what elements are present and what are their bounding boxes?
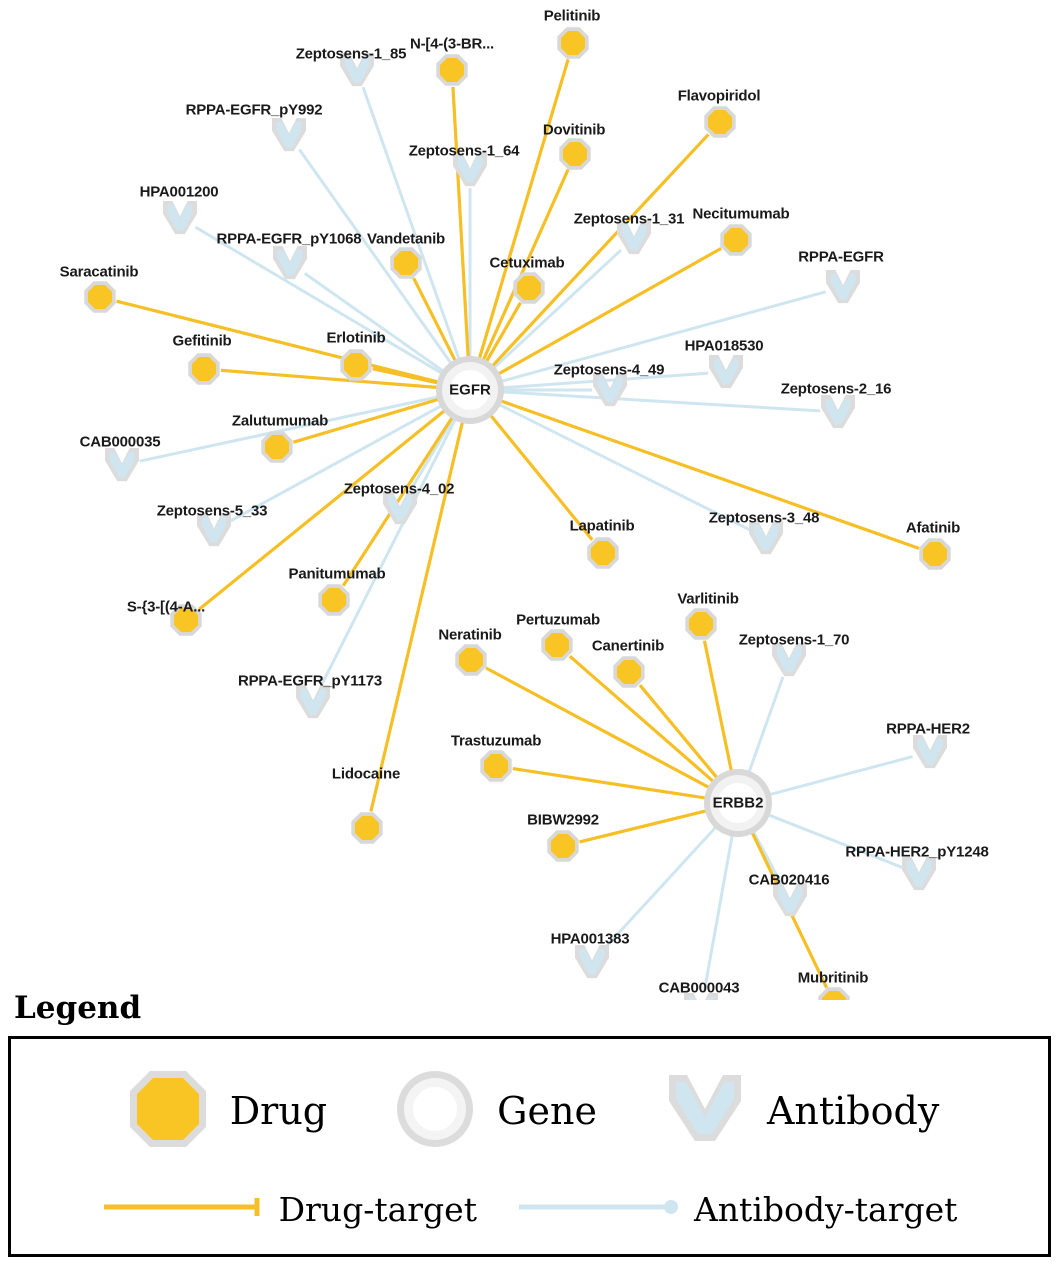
antibody-target-edge [305, 273, 446, 372]
drug-node[interactable] [557, 27, 588, 58]
antibody-label: RPPA-HER2_pY1248 [845, 843, 989, 861]
antibody-label: RPPA-EGFR_pY1068 [216, 230, 362, 248]
legend-label-gene: Gene [497, 1089, 597, 1133]
drug-node[interactable] [704, 106, 735, 137]
antibody-node[interactable] [826, 270, 860, 303]
drug-target-edge [704, 641, 731, 774]
drug-label: Necitumumab [692, 205, 790, 223]
antibody-node-icon [657, 1061, 753, 1162]
antibody-node[interactable] [902, 857, 936, 890]
drug-label: Saracatinib [59, 263, 139, 281]
drug-label: Afatinib [905, 519, 961, 537]
gene-label: EGFR [449, 381, 491, 399]
drug-node[interactable] [340, 349, 371, 380]
legend-item-antibody [657, 1061, 939, 1162]
legend-box [8, 1036, 1051, 1257]
drug-target-edge [116, 301, 440, 383]
legend-item-drug [120, 1061, 327, 1162]
drug-label: Canertinib [591, 637, 665, 655]
drug-label: Vandetanib [366, 230, 446, 248]
antibody-target-edge [748, 677, 783, 775]
legend-label-drug-target: Drug-target [278, 1189, 477, 1229]
drug-node[interactable] [455, 644, 486, 675]
drug-label: Lapatinib [569, 517, 635, 535]
antibody-label: Zeptosens-4_49 [553, 361, 665, 379]
drug-node[interactable] [261, 431, 292, 462]
antibody-node[interactable] [575, 945, 609, 978]
drug-label: Pelitinib [543, 7, 601, 25]
drug-node[interactable] [188, 353, 219, 384]
drug-label: Gefitinib [172, 332, 232, 350]
drug-label: S-{3-[(4-A... [126, 598, 206, 616]
drug-label: Dovitinib [542, 121, 606, 139]
drug-target-edge-icon [102, 1195, 267, 1224]
gene-label: ERBB2 [712, 794, 764, 812]
drug-label: Lidocaine [331, 765, 401, 783]
antibody-label: Zeptosens-1_70 [738, 631, 850, 649]
legend [8, 990, 1051, 1257]
drug-label: Erlotinib [326, 329, 386, 347]
antibody-target-edge [704, 833, 733, 993]
antibody-node[interactable] [273, 246, 307, 279]
antibody-label: Zeptosens-1_85 [295, 45, 407, 63]
drug-label: Trastuzumab [450, 732, 542, 750]
drug-label: Panitumumab [288, 565, 386, 583]
antibody-label: RPPA-EGFR_pY1173 [237, 672, 383, 690]
legend-node-types [11, 1061, 1048, 1161]
antibody-target-edge [363, 87, 460, 362]
antibody-target-edge-icon [517, 1195, 682, 1224]
antibody-target-edge [767, 757, 913, 796]
drug-target-edge [580, 810, 709, 842]
antibody-label: CAB020416 [748, 871, 830, 889]
antibody-node[interactable] [296, 685, 330, 718]
drug-target-edge [640, 685, 719, 780]
drug-target-edge [479, 59, 569, 361]
drug-node[interactable] [613, 656, 644, 687]
legend-title: Legend [14, 990, 142, 1026]
drug-node-icon [120, 1061, 216, 1162]
antibody-label: HPA018530 [684, 337, 764, 355]
antibody-node[interactable] [709, 355, 743, 388]
antibody-label: RPPA-EGFR [798, 248, 884, 266]
drug-node[interactable] [720, 224, 751, 255]
gene-node-icon [387, 1061, 483, 1162]
antibody-target-edge [500, 392, 820, 411]
antibody-label: CAB000035 [79, 433, 161, 451]
antibody-label: RPPA-EGFR_pY992 [185, 101, 323, 119]
antibody-node[interactable] [821, 395, 855, 428]
drug-node[interactable] [84, 281, 115, 312]
drug-label: Flavopiridol [677, 87, 761, 105]
drug-node[interactable] [685, 608, 716, 639]
drug-label: BIBW2992 [527, 811, 599, 829]
antibody-label: Zeptosens-4_02 [343, 480, 455, 498]
antibody-label: CAB000043 [658, 979, 740, 997]
legend-edge-types [11, 1174, 1048, 1244]
legend-item-drug-target [102, 1190, 477, 1229]
legend-item-antibody-target [517, 1190, 957, 1229]
antibody-node[interactable] [913, 735, 947, 768]
drug-node[interactable] [587, 537, 618, 568]
drug-label: N-[4-(3-BR... [409, 35, 495, 53]
antibody-label: Zeptosens-2_16 [780, 380, 892, 398]
drug-target-edge [373, 369, 441, 384]
drug-node[interactable] [436, 54, 467, 85]
antibody-label: HPA001200 [139, 183, 219, 201]
drug-label: Pertuzumab [516, 611, 600, 629]
drug-label: Zalutumumab [231, 412, 329, 430]
antibody-node[interactable] [163, 201, 197, 234]
drug-label: Mubritinib [797, 969, 869, 987]
antibody-label: Zeptosens-1_31 [573, 210, 685, 228]
antibody-node[interactable] [105, 448, 139, 481]
drug-node[interactable] [390, 247, 421, 278]
drug-label: Varlitinib [677, 590, 739, 608]
drug-target-edge [343, 415, 453, 586]
legend-label-antibody: Antibody [766, 1089, 940, 1133]
antibody-label: RPPA-HER2 [886, 720, 970, 738]
legend-label-antibody-target: Antibody-target [693, 1189, 958, 1229]
legend-item-gene [387, 1061, 597, 1162]
drug-node[interactable] [541, 629, 572, 660]
drug-node[interactable] [547, 830, 578, 861]
antibody-label: Zeptosens-5_33 [156, 502, 268, 520]
drug-node[interactable] [559, 138, 590, 169]
legend-label-drug: Drug [229, 1089, 328, 1133]
drug-node[interactable] [919, 538, 950, 569]
antibody-node[interactable] [272, 118, 306, 151]
drug-label: Neratinib [438, 626, 502, 644]
drug-node[interactable] [318, 584, 349, 615]
drug-node[interactable] [351, 812, 382, 843]
antibody-label: Zeptosens-3_48 [708, 509, 820, 527]
drug-target-edge [453, 87, 468, 360]
antibody-label: Zeptosens-1_64 [408, 142, 520, 160]
drug-node[interactable] [480, 750, 511, 781]
antibody-label: HPA001383 [550, 930, 630, 948]
drug-node[interactable] [513, 272, 544, 303]
drug-label: Cetuximab [489, 254, 565, 272]
